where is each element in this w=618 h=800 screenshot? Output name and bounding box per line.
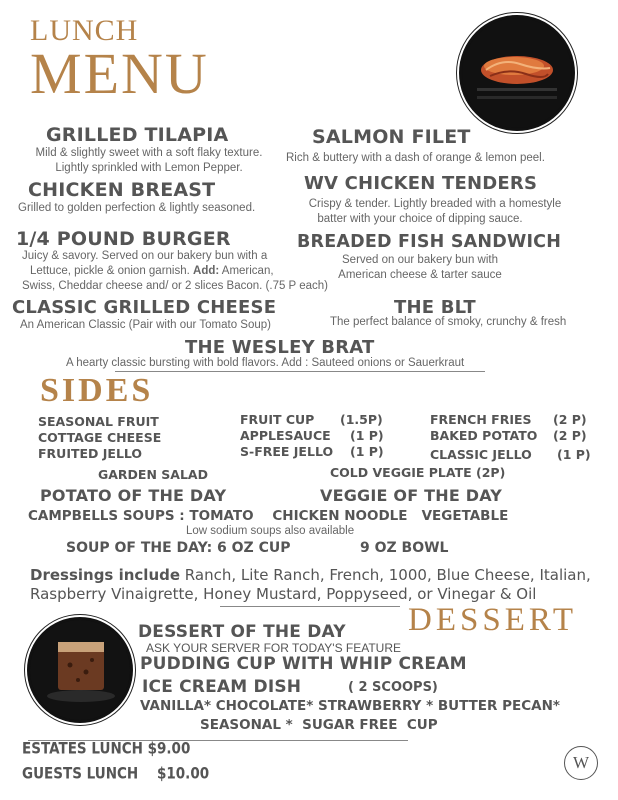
side-fruit-cup-price: (1.5P) <box>340 412 383 427</box>
blt-title: THE BLT <box>394 297 476 318</box>
side-applesauce: APPLESAUCE <box>240 428 331 443</box>
grilled-cheese-desc: An American Classic (Pair with our Tomato Soup) <box>20 319 271 331</box>
ice-cream-seasonal: SEASONAL * SUGAR FREE CUP <box>200 717 438 733</box>
low-sodium-note: Low sodium soups also available <box>186 525 355 537</box>
ice-cream-flavors: VANILLA* CHOCOLATE* STRAWBERRY * BUTTER PECAN* <box>140 698 560 714</box>
potato-of-the-day: POTATO OF THE DAY <box>40 486 227 505</box>
burger-desc-2c: American, <box>219 265 274 277</box>
dressings-divider <box>220 606 400 607</box>
brat-title: THE WESLEY BRAT <box>185 337 375 358</box>
burger-desc-2 <box>30 264 274 279</box>
ice-cream-dish: ICE CREAM DISH <box>142 677 302 697</box>
side-sfree-jello: S-FREE JELLO <box>240 444 334 459</box>
salmon-desc: Rich & buttery with a dash of orange & lemon peel. <box>286 152 545 164</box>
wesley-logo-icon <box>564 746 598 780</box>
pudding-cup: PUDDING CUP WITH WHIP CREAM <box>140 654 467 674</box>
side-classic-jello-price: (1 P) <box>557 447 591 462</box>
tenders-desc-1: Crispy & tender. Lightly breaded with a homestyle <box>308 198 562 210</box>
chicken-breast-title: CHICKEN BREAST <box>28 179 216 201</box>
side-baked-potato-price: (2 P) <box>553 428 587 443</box>
burger-add-label: Add: <box>193 265 220 277</box>
soup-bowl: 9 OZ BOWL <box>360 540 449 556</box>
veggie-of-the-day: VEGGIE OF THE DAY <box>320 486 503 505</box>
side-seasonal-fruit: SEASONAL FRUIT <box>38 414 159 429</box>
tenders-title: WV CHICKEN TENDERS <box>304 173 538 194</box>
dessert-ask-server: ASK YOUR SERVER FOR TODAY'S FEATURE <box>146 641 402 655</box>
side-sfree-jello-price: (1 P) <box>350 444 384 459</box>
tilapia-desc-2: Lightly sprinkled with Lemon Pepper. <box>55 162 243 174</box>
tilapia-title: GRILLED TILAPIA <box>46 124 229 146</box>
campbells-soups: CAMPBELLS SOUPS : TOMATO CHICKEN NOODLE VEGETABLE <box>28 508 509 524</box>
burger-desc-2a: Lettuce, pickle & onion garnish. <box>30 265 194 277</box>
side-fruited-jello: FRUITED JELLO <box>38 446 143 461</box>
tenders-desc-2: batter with your choice of dipping sauce. <box>317 213 523 225</box>
fish-sandwich-title: BREADED FISH SANDWICH <box>297 232 562 252</box>
dressings-list-1: Ranch, Lite Ranch, French, 1000, Blue Cheese, Italian, <box>180 566 591 584</box>
side-applesauce-price: (1 P) <box>350 428 384 443</box>
guests-lunch-price: GUESTS LUNCH $10.00 <box>22 764 210 784</box>
soup-of-the-day: SOUP OF THE DAY: 6 OZ CUP <box>66 540 291 556</box>
salmon-title: SALMON FILET <box>312 126 471 148</box>
salmon-photo <box>462 18 572 128</box>
blt-desc: The perfect balance of smoky, crunchy & fresh <box>330 316 567 328</box>
estates-lunch-price: ESTATES LUNCH $9.00 <box>22 739 191 759</box>
burger-desc-3: Swiss, Cheddar cheese and/ or 2 slices Bacon. (.75 P each) <box>22 280 328 292</box>
dessert-photo <box>30 620 130 720</box>
side-cottage-cheese: COTTAGE CHEESE <box>38 430 162 445</box>
side-garden-salad: GARDEN SALAD <box>98 467 208 482</box>
chicken-breast-desc: Grilled to golden perfection & lightly seasoned. <box>18 202 256 214</box>
side-baked-potato: BAKED POTATO <box>430 428 538 443</box>
side-classic-jello: CLASSIC JELLO <box>430 447 532 462</box>
lunch-heading: LUNCH <box>30 14 139 47</box>
ice-cream-scoops: ( 2 SCOOPS) <box>348 680 438 695</box>
dressings-label: Dressings include <box>30 566 181 584</box>
logo-letter: W <box>572 753 590 772</box>
dessert-of-the-day: DESSERT OF THE DAY <box>138 622 346 642</box>
brat-desc: A hearty classic bursting with bold flavors. Add : Sauteed onions or Sauerkraut <box>66 357 465 369</box>
fish-sandwich-desc-1: Served on our bakery bun with <box>342 254 498 266</box>
dessert-heading: DESSERT <box>408 602 578 638</box>
brat-divider <box>115 371 485 372</box>
menu-heading: MENU <box>30 41 209 106</box>
side-french-fries: FRENCH FRIES <box>430 412 532 427</box>
side-french-fries-price: (2 P) <box>553 412 587 427</box>
burger-title: 1/4 POUND BURGER <box>16 228 231 250</box>
burger-desc-1: Juicy & savory. Served on our bakery bun with a <box>22 250 268 262</box>
side-fruit-cup: FRUIT CUP <box>240 412 315 427</box>
grilled-cheese-title: CLASSIC GRILLED CHEESE <box>12 297 277 318</box>
dressings-line-1 <box>30 566 591 584</box>
side-cold-veggie: COLD VEGGIE PLATE (2P) <box>330 465 506 480</box>
sides-heading: SIDES <box>40 372 154 409</box>
fish-sandwich-desc-2: American cheese & tarter sauce <box>338 269 502 281</box>
tilapia-desc-1: Mild & slightly sweet with a soft flaky texture. <box>35 147 263 159</box>
dressings-line-2: Raspberry Vinaigrette, Honey Mustard, Poppyseed, or Vinegar & Oil <box>30 585 537 603</box>
